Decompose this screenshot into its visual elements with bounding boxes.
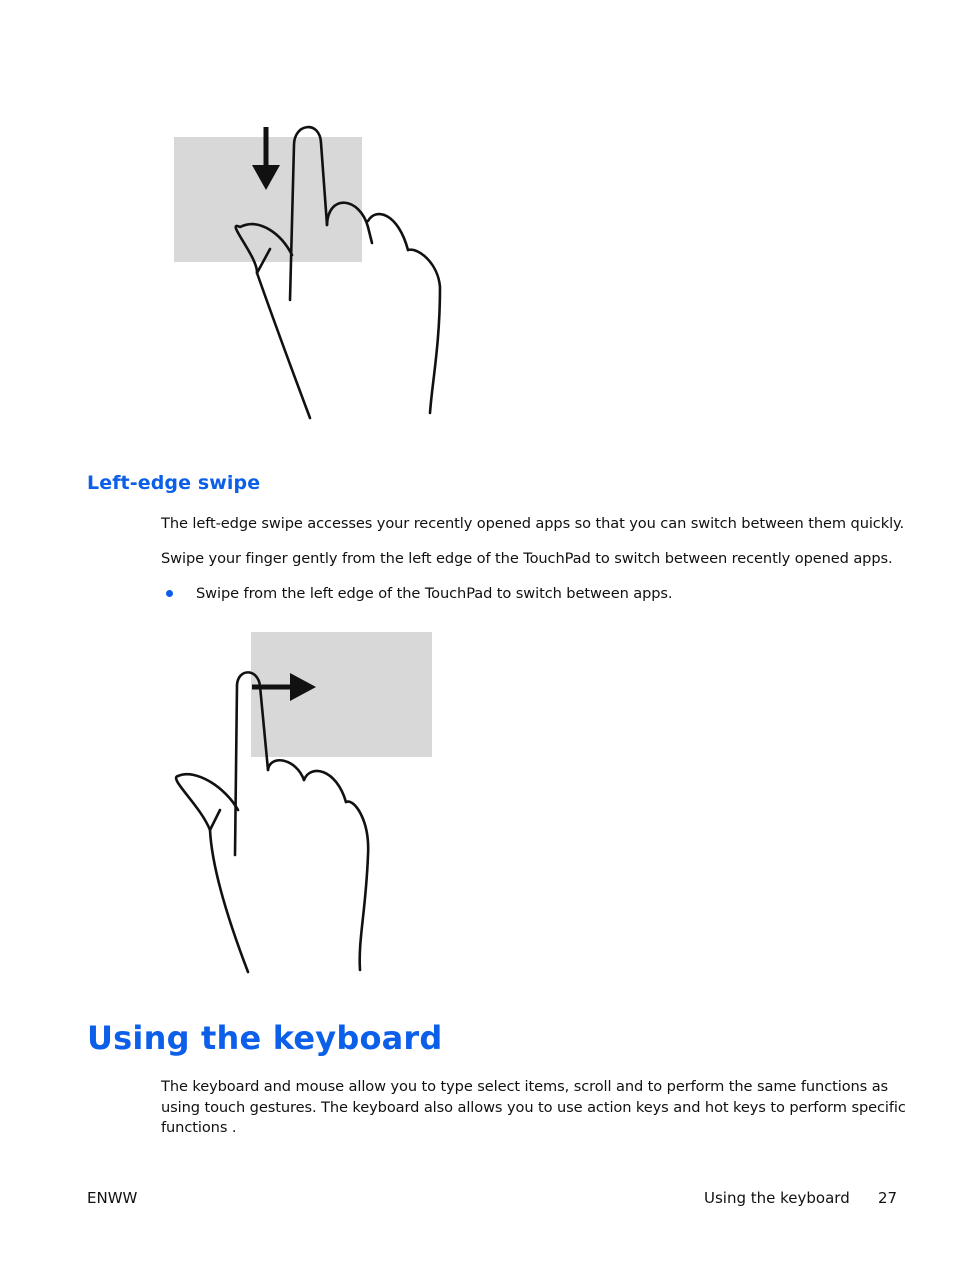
touchpad-area	[251, 632, 432, 757]
bullet-icon	[166, 590, 173, 597]
page-number: 27	[878, 1189, 898, 1207]
keyboard-paragraph-line-3: functions .	[161, 1119, 237, 1136]
paragraph-left-edge-2: Swipe your finger gently from the left edge of the TouchPad to switch between recently opened apps.	[161, 550, 893, 567]
left-edge-swipe-figure	[160, 620, 450, 980]
keyboard-paragraph-line-1: The keyboard and mouse allow you to type select items, scroll and to perform the same functions as	[161, 1078, 889, 1095]
keyboard-paragraph-line-2: using touch gestures. The keyboard also allows you to use action keys and hot keys to perform specific	[161, 1099, 906, 1116]
section-heading-left-edge-swipe: Left-edge swipe	[87, 472, 261, 494]
footer-left-label: ENWW	[87, 1189, 138, 1207]
footer-section-title: Using the keyboard	[704, 1189, 850, 1207]
paragraph-left-edge-1: The left-edge swipe accesses your recently opened apps so that you can switch between them quickly.	[161, 515, 905, 532]
section-heading-using-keyboard: Using the keyboard	[87, 1019, 443, 1057]
top-edge-swipe-figure	[160, 115, 460, 425]
bullet-item: Swipe from the left edge of the TouchPad to switch between apps.	[196, 585, 673, 602]
